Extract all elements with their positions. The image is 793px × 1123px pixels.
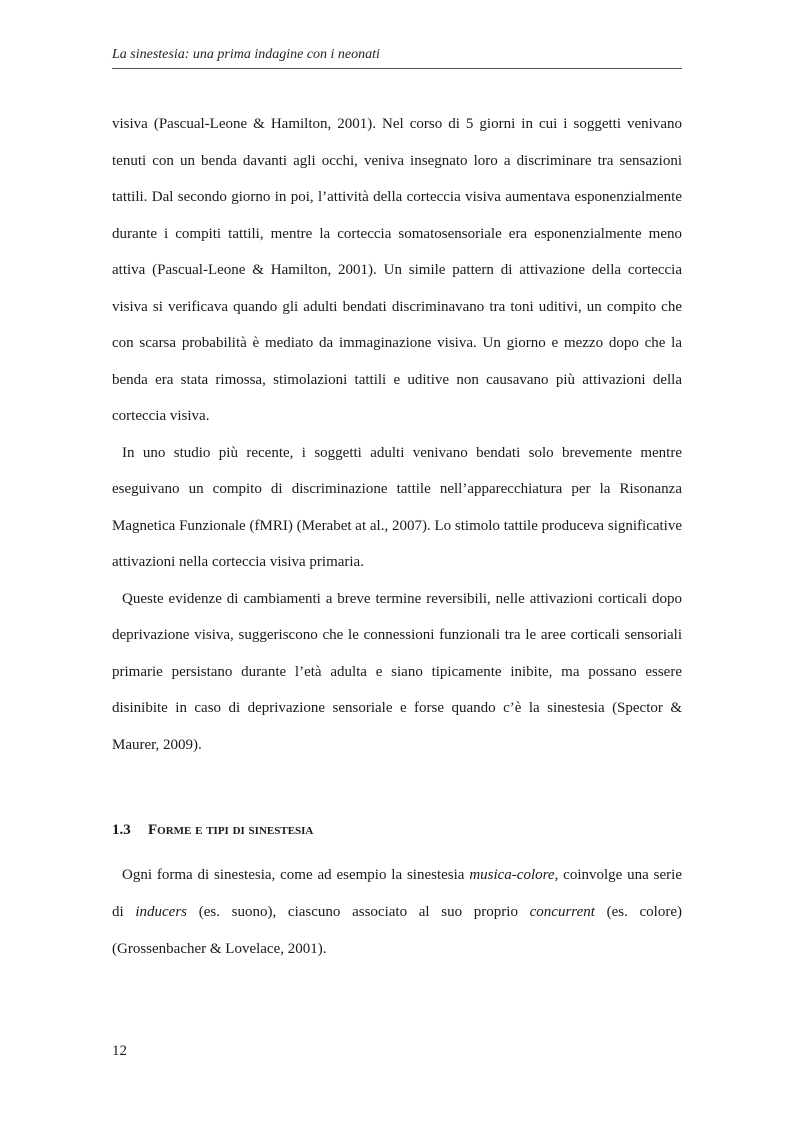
text-run: Ogni forma di sinestesia, come ad esempio la sinestesia (122, 867, 470, 883)
section-paragraph (112, 857, 682, 968)
text-run: (es. suono), ciascuno associato al suo proprio (187, 904, 530, 920)
body-text (112, 106, 682, 763)
text-run: , coinvolge una serie di (112, 867, 682, 920)
emphasis-term: inducers (135, 904, 188, 920)
paragraph-2: In uno studio più recente, i soggetti adulti venivano bendati solo brevemente mentre eseguivano un compito di discriminazione tattile nell’apparecchiatura per la Risonanza Magnetica Funzionale (fMRI) (Merabet at al., 2007). Lo stimolo tattile produceva significative attivazioni nella corteccia visiva primaria. (112, 444, 682, 570)
emphasis-term: concurrent (529, 904, 595, 920)
paragraph-1: visiva (Pascual-Leone & Hamilton, 2001). Nel corso di 5 giorni in cui i soggetti venivano tenuti con un benda davanti agli occhi, veniva insegnato loro a discriminare tra sensazioni tattili. Dal secondo giorno in poi, l’attività della corteccia visiva aumentava esponenzialmente durante i compiti tattili, mentre la corteccia somatosensoriale era esponenzialmente meno attiva (Pascual-Leone & Hamilton, 2001). Un simile pattern di attivazione della corteccia visiva si verificava quando gli adulti bendati discriminavano tra toni uditivi, un compito che con scarsa probabilità è mediato da immaginazione visiva. Un giorno e mezzo dopo che la benda era stata rimossa, stimolazioni tattili e uditive non causavano più attivazioni della corteccia visiva. (112, 116, 682, 424)
section-title: Forme e tipi di sinestesia (148, 822, 314, 838)
emphasis-term: musica-colore (469, 867, 555, 883)
running-header: La sinestesia: una prima indagine con i neonati (112, 47, 380, 62)
section-number: 1.3 (112, 822, 131, 838)
text-run: (es. colore) (Grossenbacher & Lovelace, 2001). (112, 904, 682, 957)
page-number: 12 (112, 1043, 127, 1059)
paragraph-3: Queste evidenze di cambiamenti a breve termine reversibili, nelle attivazioni corticali dopo deprivazione visiva, suggeriscono che le connessioni funzionali tra le aree corticali sensoriali primarie persistano durante l’età adulta e siano tipicamente inibite, ma possano essere disinibite in caso di deprivazione sensoriale e forse quando c’è la sinestesia (Spector & Maurer, 2009). (112, 590, 682, 753)
section-paragraph-text (112, 857, 682, 968)
section-heading (112, 822, 682, 839)
header-rule (112, 68, 682, 69)
